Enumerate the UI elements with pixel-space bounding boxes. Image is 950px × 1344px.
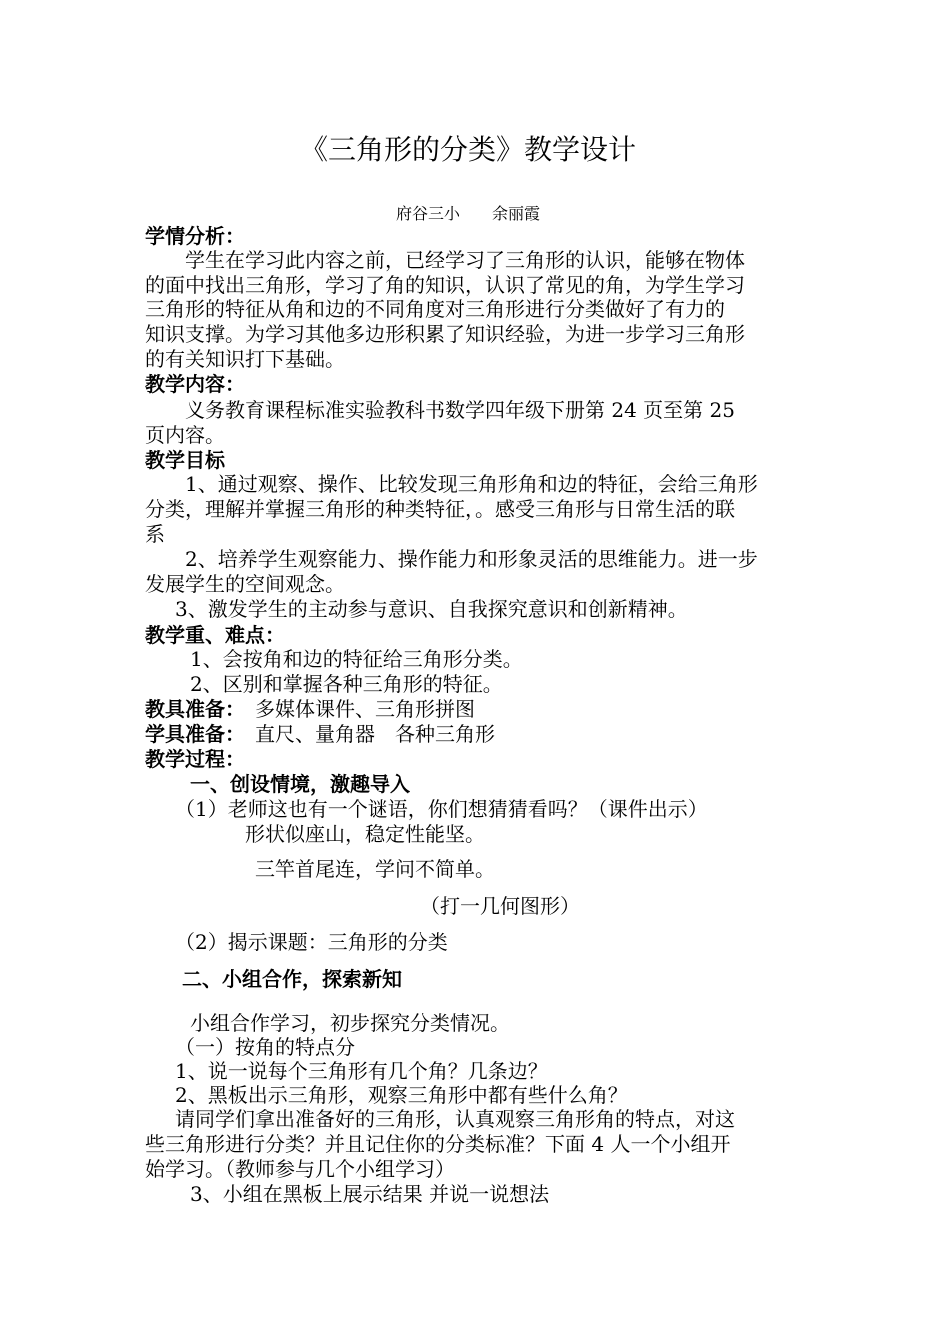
paragraph-line: 小组合作学习，初步探究分类情况。 (190, 1011, 510, 1035)
paragraph-line: 学生在学习此内容之前，已经学习了三角形的认识，能够在物体 (185, 248, 745, 272)
section-heading: 教学过程： (145, 747, 245, 771)
paragraph-line: 2、培养学生观察能力、操作能力和形象灵活的思维能力。进一步 (185, 547, 758, 571)
riddle-line: 形状似座山，稳定性能坚。 (245, 822, 485, 846)
paragraph-line: 三角形的特征从角和边的不同角度对三角形进行分类做好了有力的 (145, 297, 725, 321)
author-line: 府谷三小 余丽霞 (396, 204, 541, 223)
paragraph-line: 请同学们拿出准备好的三角形，认真观察三角形角的特点，对这 (175, 1107, 735, 1131)
riddle-line: 三竿首尾连，学问不简单。 (255, 857, 495, 881)
section-heading: 教学重、难点： (145, 623, 285, 647)
paragraph-line: 3、小组在黑板上展示结果 并说一说想法 (190, 1182, 550, 1206)
document-title: 《三角形的分类》教学设计 (300, 133, 637, 166)
paragraph-line: 的面中找出三角形，学习了角的知识，认识了常见的角，为学生学习 (145, 273, 745, 297)
paragraph-line: 页内容。 (145, 423, 225, 447)
subsection-heading: 一、创设情境，激趣导入 (190, 772, 410, 796)
paragraph-line: 多媒体课件、三角形拼图 (255, 697, 475, 721)
paragraph-line: 始学习。（教师参与几个小组学习） (145, 1157, 455, 1181)
subsection-heading: 二、小组合作，探索新知 (182, 967, 402, 991)
paragraph-line: 些三角形进行分类？并且记住你的分类标准？下面 4 人一个小组开 (145, 1132, 731, 1156)
paragraph-line: （一）按角的特点分 (175, 1035, 355, 1059)
paragraph-line: 发展学生的空间观念。 (145, 572, 345, 596)
paragraph-line: 直尺、量角器 各种三角形 (255, 722, 495, 746)
section-heading: 教具准备： (145, 697, 245, 721)
paragraph-line: 分类，理解并掌握三角形的种类特征，。感受三角形与日常生活的联 (145, 497, 735, 521)
paragraph-line: 的有关知识打下基础。 (145, 347, 345, 371)
paragraph-line: 1、通过观察、操作、比较发现三角形角和边的特征，会给三角形 (185, 472, 758, 496)
section-heading: 教学内容： (145, 372, 245, 396)
paragraph-line: 2、黑板出示三角形，观察三角形中都有些什么角？ (175, 1083, 628, 1107)
paragraph-line: 知识支撑。为学习其他多边形积累了知识经验，为进一步学习三角形 (145, 322, 745, 346)
paragraph-line: （1）老师这也有一个谜语，你们想猜猜看吗？（课件出示） (175, 797, 708, 821)
section-heading: 学情分析： (145, 224, 245, 248)
paragraph-line: 1、会按角和边的特征给三角形分类。 (190, 647, 523, 671)
paragraph-line: 2、区别和掌握各种三角形的特征。 (190, 672, 503, 696)
riddle-hint: （打一几何图形） (420, 894, 580, 918)
paragraph-line: 1、说一说每个三角形有几个角？几条边？ (175, 1059, 548, 1083)
paragraph-line: （2）揭示课题：三角形的分类 (175, 930, 448, 954)
paragraph-line: 义务教育课程标准实验教科书数学四年级下册第 24 页至第 25 (185, 398, 735, 422)
section-heading: 学具准备： (145, 722, 245, 746)
paragraph-line: 3、激发学生的主动参与意识、自我探究意识和创新精神。 (175, 597, 688, 621)
section-heading: 教学目标 (145, 448, 225, 472)
paragraph-line: 系 (145, 522, 165, 546)
